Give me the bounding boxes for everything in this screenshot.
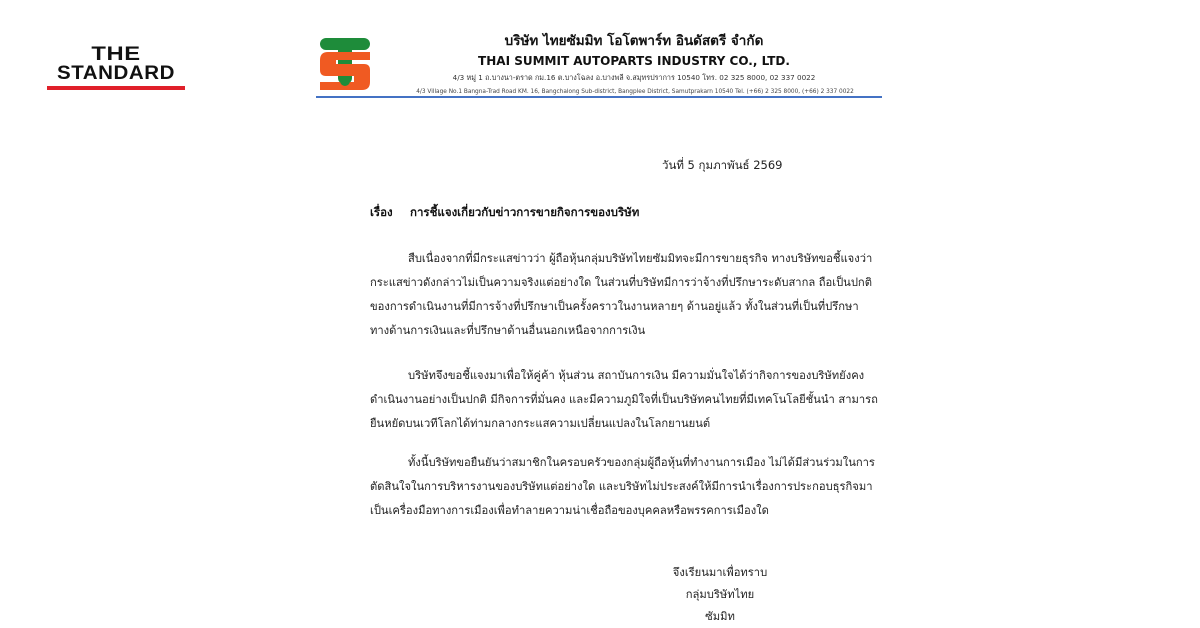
- address-thai: 4/3 หมู่ 1 ถ.บางนา-ตราด กม.16 ต.บางโฉลง อ.บางพลี จ.สมุทรปราการ 10540 โทร. 02 325 8000, 02 337 0022: [452, 73, 816, 82]
- paragraph-3: [370, 451, 875, 523]
- paragraph-line: บริษัทจึงขอชี้แจงมาเพื่อให้คู่ค้า หุ้นส่วน สถาบันการเงิน มีความมั่นใจได้ว่ากิจการของบริษัทยังคง: [408, 369, 865, 382]
- thai-summit-logo-icon: [320, 38, 370, 90]
- paragraph-line: สืบเนื่องจากที่มีกระแสข่าวว่า ผู้ถือหุ้นกลุ่มบริษัทไทยซัมมิทจะมีการขายธุรกิจ ทางบริษัทขอชี้แจงว่า: [408, 252, 873, 265]
- paragraph-1: [370, 247, 873, 343]
- paragraph-line: ของการดำเนินงานที่มีการจ้างที่ปรึกษาเป็นครั้งคราวในงานหลายๆ ด้านอยู่แล้ว ทั้งในส่วนที่เป็นที่ปรึกษา: [370, 300, 859, 313]
- paragraph-line: ยืนหยัดบนเวทีโลกได้ท่ามกลางกระแสความเปลี่ยนแปลงในโลกยานยนต์: [370, 417, 711, 430]
- paragraph-line: ทางด้านการเงินและที่ปรึกษาด้านอื่นนอกเหนือจากการเงิน: [370, 324, 646, 337]
- closing-text: จึงเรียนมาเพื่อทราบ: [672, 566, 768, 579]
- letter-closing: [672, 562, 768, 628]
- signature-text: กลุ่มบริษัทไทยซัมมิท: [685, 588, 755, 623]
- the-standard-logo: [47, 46, 185, 90]
- company-name-english: THAI SUMMIT AUTOPARTS INDUSTRY CO., LTD.: [478, 54, 790, 68]
- address-english: 4/3 Village No.1 Bangna-Trad Road KM. 16, Bangchalong Sub-district, Bangplee District, Samutprakarn 10540 Tel. (+66) 2 325 8000, (+66) 2 337 0022: [416, 89, 854, 95]
- letter-subject: [370, 204, 639, 222]
- paragraph-line: กระแสข่าวดังกล่าวไม่เป็นความจริงแต่อย่างใด ในส่วนที่บริษัทมีการว่าจ้างที่ปรึกษาระดับสากล ถือเป็นปกติ: [370, 276, 872, 289]
- subject-text: การชี้แจงเกี่ยวกับข่าวการขายกิจการของบริษัท: [410, 205, 640, 219]
- paragraph-line: เป็นเครื่องมือทางการเมืองเพื่อทำลายความน่าเชื่อถือของบุคคลหรือพรรคการเมืองใด: [370, 504, 769, 517]
- letterhead: [316, 34, 882, 98]
- letter-date: วันที่ 5 กุมภาพันธ์ 2569: [662, 158, 783, 172]
- brand-line-1: THE: [91, 44, 141, 65]
- paragraph-line: ดำเนินงานอย่างเป็นปกติ มีกิจการที่มั่นคง และมีความภูมิใจที่เป็นบริษัทคนไทยที่มีเทคโนโลยีชั้นนำ สามารถ: [370, 393, 878, 406]
- brand-underline: [47, 86, 185, 90]
- brand-line-2: STANDARD: [57, 63, 175, 84]
- letterhead-divider: [316, 96, 882, 98]
- subject-label: เรื่อง: [370, 205, 393, 219]
- paragraph-line: ตัดสินใจในการบริหารงานของบริษัทแต่อย่างใด และบริษัทไม่ประสงค์ให้มีการนำเรื่องการประกอบธุรกิจมา: [370, 480, 873, 493]
- company-name-thai: บริษัท ไทยซัมมิท โอโตพาร์ท อินดัสตรี จำกัด: [504, 33, 764, 49]
- paragraph-2: [370, 364, 878, 436]
- paragraph-line: ทั้งนี้บริษัทขอยืนยันว่าสมาชิกในครอบครัวของกลุ่มผู้ถือหุ้นที่ทำงานการเมือง ไม่ได้มีส่วนร่วมในการ: [408, 456, 875, 469]
